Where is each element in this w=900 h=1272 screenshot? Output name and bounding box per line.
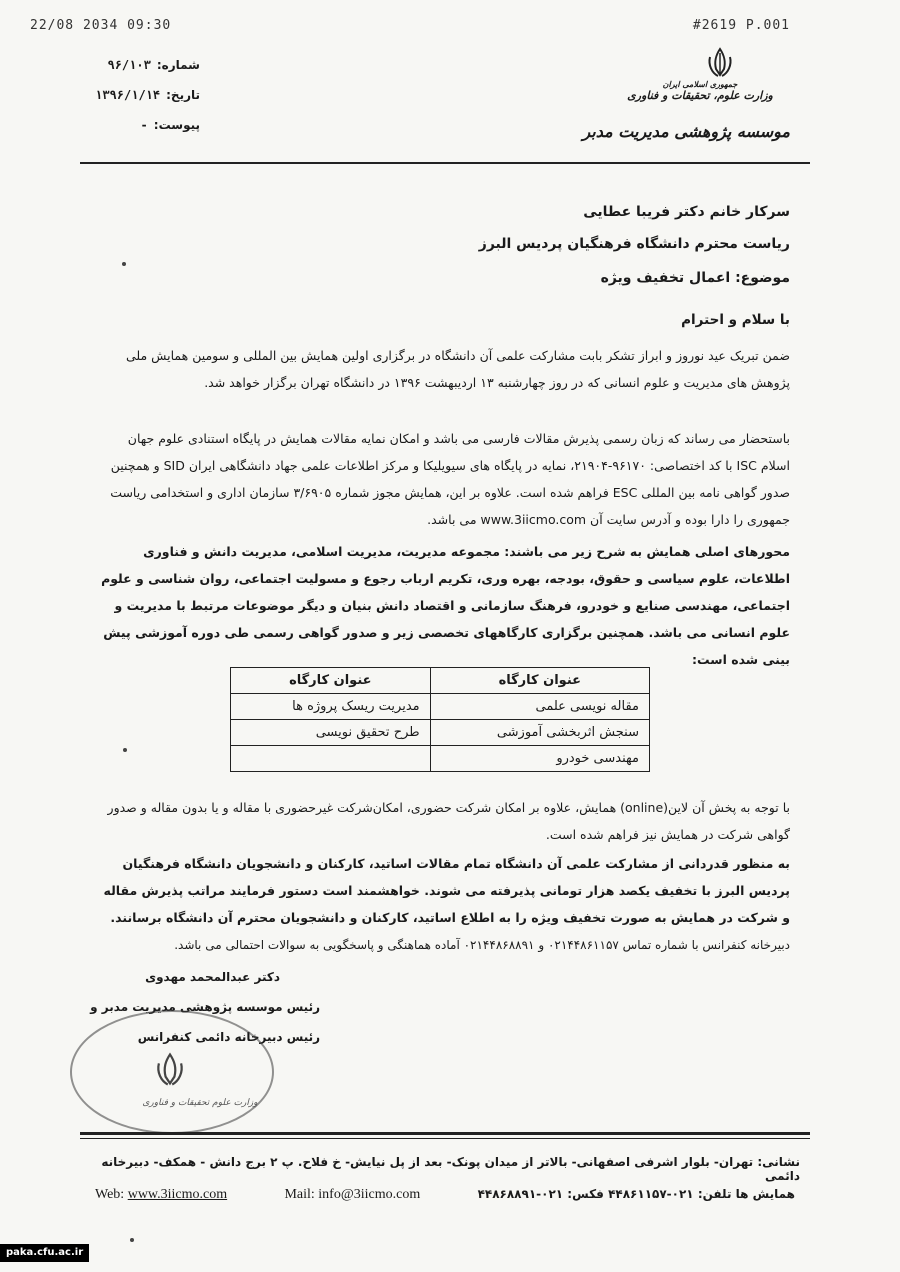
recipient-title: ریاست محترم دانشگاه فرهنگیان پردیس البرز [478, 236, 790, 252]
institute-name: موسسه پژوهشی مدیریت مدبر [582, 122, 790, 141]
website-link[interactable]: www.3iicmo.com [127, 1187, 228, 1202]
footer-divider-thin [80, 1138, 810, 1139]
fax-date-time: 22/08 2034 09:30 [30, 18, 172, 33]
signer-title-2: رئیس دبیرخانه دائمی کنفرانس [137, 1030, 320, 1044]
ministry-name: جمهوری اسلامی ایران وزارت علوم، تحقیقات و فناوری [627, 80, 773, 102]
source-watermark: paka.cfu.ac.ir [0, 1244, 89, 1262]
table-cell [231, 746, 431, 772]
table-row [231, 746, 650, 772]
fax-page-ref: #2619 P.001 [692, 18, 790, 33]
table-row [231, 694, 650, 720]
body-paragraph-1: ضمن تبریک عید نوروز و ابراز تشکر بابت مشارکت علمی آن دانشگاه در برگزاری اولین همایش بین المللی و سومین همایش ملی پژوهش های مدیریت و علوم انسانی که در روز چهارشنبه ۱۳ اردیبهشت ۱۳۹۶ در دانشگاه تهران برگزار خواهد شد. [125, 348, 790, 390]
stamp-emblem-icon [150, 1050, 190, 1090]
scan-speck [130, 1238, 134, 1242]
body-paragraph-6: دبیرخانه کنفرانس با شماره تماس ۰۲۱۴۴۸۶۱۱۵۷ و ۰۲۱۴۴۸۶۸۸۹۱ آماده هماهنگی و پاسخگویی به سوالات احتمالی می باشد. [174, 938, 790, 952]
table-cell: طرح تحقیق نویسی [231, 720, 431, 746]
table-cell: مدیریت ریسک پروژه ها [231, 694, 431, 720]
letter-number: شماره:۹۶/۱۰۳ [107, 58, 200, 72]
scan-speck [123, 748, 127, 752]
body-paragraph-4: با توجه به پخش آن لاین(online) همایش، علاوه بر امکان شرکت حضوری، امکان‌شرکت غیرحضوری با مقاله و یا بدون مقاله و صدور گواهی شرکت در همایش نیز فراهم شده است. [107, 800, 790, 842]
table-cell: مهندسی خودرو [430, 746, 649, 772]
table-cell: سنجش اثربخشی آموزشی [430, 720, 649, 746]
letter-subject: موضوع: اعمال تخفیف ویژه [600, 270, 790, 286]
fax-header [30, 18, 790, 38]
footer-address: نشانی: تهران- بلوار اشرفی اصفهانی- بالاتر از میدان پونک- بعد از پل نیایش- خ فلاح. پ ۲ برج دانش - همکف- دبیرخانه دائمی [101, 1155, 800, 1183]
iran-emblem-icon [702, 45, 738, 81]
scan-speck [122, 262, 126, 266]
footer-mail: Mail: info@3iicmo.com [284, 1187, 421, 1202]
letter-meta [90, 55, 200, 145]
footer-divider [80, 1132, 810, 1135]
footer-contact [95, 1187, 795, 1203]
stamp-text: وزارت علوم تحقیقات و فناوری [142, 1098, 258, 1108]
signer-title-1: رئیس موسسه پژوهشی مدیریت مدبر و [90, 1000, 320, 1014]
signer-name: دکتر عبدالمحمد مهدوی [145, 970, 280, 984]
email-link[interactable]: info@3iicmo.com [318, 1187, 421, 1202]
body-paragraph-2: باستحضار می رساند که زبان رسمی پذیرش مقالات فارسی می باشد و امکان نمایه مقالات همایش در پایگاه استنادی علوم جهان اسلام ISC با کد اختصاصی: ۹۶۱۷۰-۲۱۹۰۴، نمایه در پایگاه های سیویلیکا و مرکز اطلاعات علمی جهاد دانشگاهی ایران SID و همچنین صدور گواهی نامه بین المللی ESC فراهم شده است. علاوه بر این، همایش مجوز شماره ۳/۶۹۰۵ سازمان اداری و استخدامی ریاست جمهوری را دارا بوده و آدرس سایت آن www.3iicmo.com می باشد. [110, 431, 790, 527]
recipient-block [100, 198, 790, 262]
footer-phones: همایش ها تلفن: ۰۲۱-۴۴۸۶۱۱۵۷ فکس: ۰۲۱-۴۴۸۶۸۸۹۱ [477, 1187, 795, 1201]
recipient-name: سرکار خانم دکتر فریبا عطایی [583, 204, 790, 220]
body-paragraph-3: محورهای اصلی همایش به شرح زیر می باشند: مجموعه مدیریت، مدیریت اسلامی، مدیریت دانش و فناوری اطلاعات، علوم سیاسی و حقوق، بودجه، بهره وری، تکریم ارباب رجوع و مسولیت اجتماعی، روان شناسی و علوم اجتماعی، مهندسی صنایع و خودرو، فرهنگ سازمانی و اقتصاد دانش بنیان و دیگر موضوعات مرتبط با مدیریت و علوم انسانی می باشد. همچنین برگزاری کارگاههای تخصصی زیر و صدور گواهی رسمی طی دوره آموزشی پیش بینی شده است: [101, 544, 790, 667]
table-header-cell: عنوان کارگاه [231, 668, 431, 694]
letter-greeting: با سلام و احترام [681, 312, 790, 328]
table-row [231, 720, 650, 746]
table-header-row [231, 668, 650, 694]
letter-date: تاریخ:۱۳۹۶/۱/۱۴ [95, 88, 200, 102]
letter-attachment: پیوست:- [140, 118, 200, 132]
workshops-table [230, 667, 650, 772]
footer-web: Web: www.3iicmo.com [95, 1187, 228, 1202]
table-header-cell: عنوان کارگاه [430, 668, 649, 694]
header-divider [80, 162, 810, 164]
body-paragraph-5: به منظور قدردانی از مشارکت علمی آن دانشگاه تمام مقالات اساتید، کارکنان و دانشجویان دانشگاه فرهنگیان پردیس البرز با تخفیف یکصد هزار تومانی پذیرفته می شوند. خواهشمند است دستور فرمایند مراتب پذیرش مقاله و شرکت در همایش به صورت تخفیف ویژه را به اطلاع اساتید، کارکنان و دانشجویان محترم آن دانشگاه برسانند. [103, 856, 790, 925]
table-cell: مقاله نویسی علمی [430, 694, 649, 720]
